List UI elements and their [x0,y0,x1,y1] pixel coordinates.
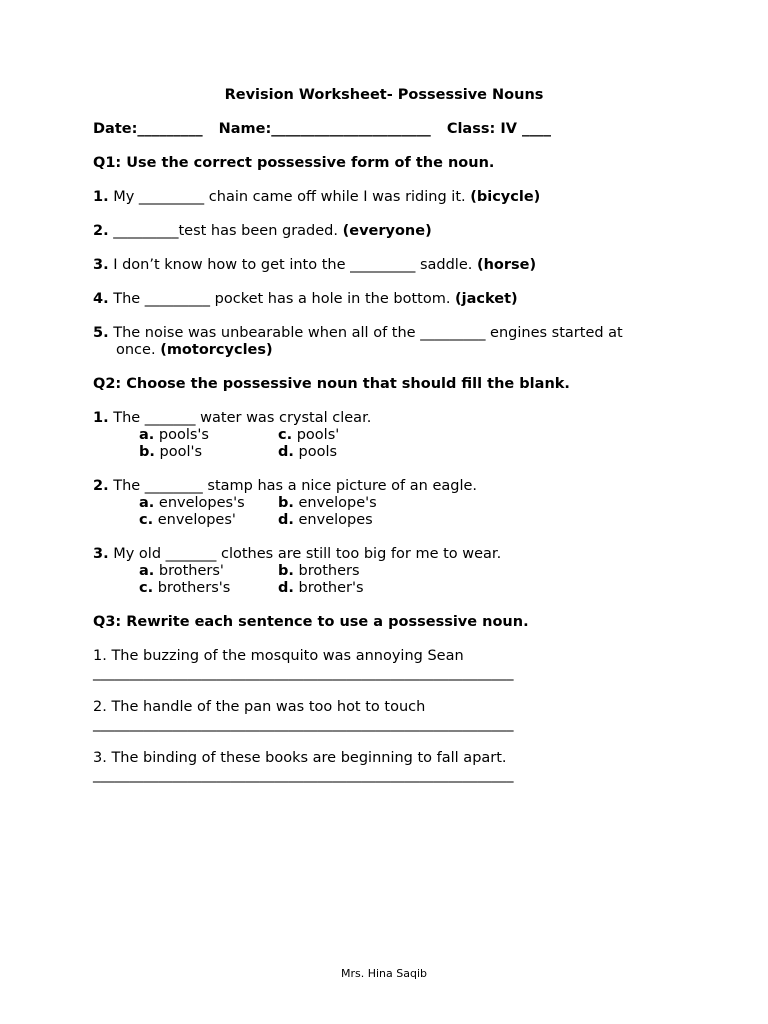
q3-sentence: 3. The binding of these books are beginning to fall apart. [93,750,507,766]
q1-item: 4. The _________ pocket has a hole in the bottom. (jacket) [93,291,518,307]
q1-item: 5. The noise was unbearable when all of the _________ engines started at [93,325,623,341]
option: d. brother's [278,580,364,596]
q1-item: 1. My _________ chain came off while I was riding it. (bicycle) [93,189,541,205]
page-title: Revision Worksheet- Possessive Nouns [224,87,544,103]
q3-sentence: 2. The handle of the pan was too hot to touch [93,699,426,715]
option: d. pools [278,444,338,460]
option: a. brothers' [139,563,224,579]
answer-line: __________________________________________________________ [93,767,514,783]
class-field: Class: IV ____ [446,121,551,137]
q1-item: 2. _________test has been graded. (everyone) [93,223,432,239]
option: a. pools's [139,427,209,443]
q1-heading: Q1: Use the correct possessive form of the noun. [93,155,495,171]
footer-author: Mrs. Hina Saqib [340,967,428,980]
q3-heading: Q3: Rewrite each sentence to use a possessive noun. [93,614,529,630]
option: a. envelopes's [139,495,245,511]
option: b. envelope's [278,495,377,511]
option: d. envelopes [278,512,373,528]
q2-heading: Q2: Choose the possessive noun that should fill the blank. [93,376,570,392]
name-field: Name:______________________ [218,121,431,137]
q1-item-continuation: once. (motorcycles) [116,342,273,358]
q2-item: 3. My old _______ clothes are still too big for me to wear. [93,546,502,562]
answer-line: __________________________________________________________ [93,665,514,681]
q1-item: 3. I don’t know how to get into the _________ saddle. (horse) [93,257,537,273]
q2-item: 2. The ________ stamp has a nice picture of an eagle. [93,478,478,494]
header-fields [93,121,551,138]
option: c. pools' [278,427,340,443]
option: c. brothers's [139,580,231,596]
q3-sentence: 1. The buzzing of the mosquito was annoying Sean [93,648,464,664]
date-field: Date:_________ [93,121,203,137]
option: b. brothers [278,563,360,579]
option: b. pool's [139,444,203,460]
q2-item: 1. The _______ water was crystal clear. [93,410,372,426]
option: c. envelopes' [139,512,236,528]
answer-line: __________________________________________________________ [93,716,514,732]
